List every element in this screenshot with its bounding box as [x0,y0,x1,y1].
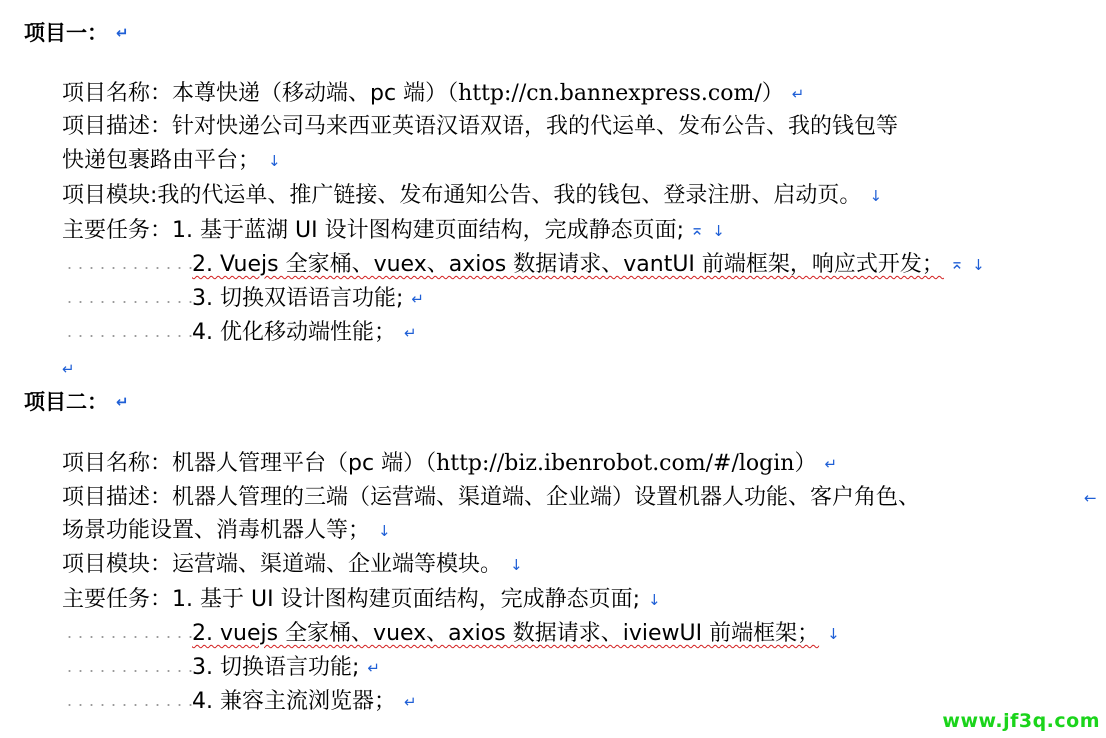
paragraph-mark-icon: ↵ [411,290,424,308]
line-break-mark-icon: ↓ [869,187,883,205]
project-1-name-line [62,81,804,107]
dot-leader [62,655,192,681]
project-1-heading-text: 项目一： [24,21,108,45]
project-name-value: 本尊快递（移动端、pc 端）（ [172,81,459,106]
line-break-mark-icon: ↓ [712,222,725,240]
project-2-module-line [62,552,523,578]
paragraph-mark-icon: ↵ [62,360,75,378]
project-1-desc-cont [62,148,281,174]
project-desc-label: 项目描述： [62,485,173,510]
project-2-task-2 [62,621,840,647]
project-2-task-1 [62,587,661,613]
project-module-value: 运营端、渠道端、企业端等模块。 [172,552,503,577]
line-break-mark-icon: ↓ [827,625,840,643]
project-2-desc-line [62,485,920,511]
project-desc-value: 针对快递公司马来西亚英语汉语双语，我的代运单、发布公告、我的钱包等 [172,114,899,139]
project-1-task-2 [62,252,985,278]
project-2-heading-text: 项目二： [24,390,108,414]
project-name-value: 机器人管理平台（pc 端）（ [172,451,437,476]
task-item: 4. 优化移动端性能； [192,320,396,345]
dot-leader [62,320,192,346]
project-name-close: ） [794,451,817,476]
task-item: 2. Vuejs 全家桶、vuex、axios 数据请求、vantUI 前端框架，响应式开发； [192,252,944,277]
dot-leader [62,689,192,715]
project-2-task-3 [62,655,380,681]
paragraph-mark-icon: ↵ [824,455,838,473]
line-break-mark-icon: ↓ [510,556,523,574]
tilde-mark-icon: ⌅ [690,220,705,240]
project-1-task-4 [62,320,417,346]
project-module-label: 项目模块： [62,552,173,577]
paragraph-mark-icon: ↵ [403,693,417,711]
project-1-heading [24,20,129,46]
task-item: 3. 切换双语语言功能; [192,286,404,311]
task-item: 1. 基于蓝湖 UI 设计图构建页面结构，完成静态页面; [172,218,684,243]
dot-leader [62,621,192,647]
project-name-close: ） [761,81,784,106]
project-1-task-1 [62,218,725,244]
paragraph-mark-icon: ↵ [403,324,417,342]
task-item: 2. vuejs 全家桶、vuex、axios 数据请求、iviewUI 前端框架； [192,621,820,646]
watermark: www.jf3q.com [942,710,1100,732]
project-2-task-4 [62,689,417,715]
project-module-value: 我的代运单、推广链接、发布通知公告、我的钱包、登录注册、启动页。 [157,183,862,208]
line-break-mark-icon: ↓ [972,256,985,274]
task-item: 1. 基于 UI 设计图构建页面结构，完成静态页面; [172,587,640,612]
project-desc-value: 机器人管理的三端（运营端、渠道端、企业端）设置机器人功能、客户角色、 [172,485,921,510]
project-1-module-line [62,183,882,209]
line-break-mark-icon: ← [1084,489,1097,507]
paragraph-mark-icon: ↵ [367,659,380,677]
project-tasks-label: 主要任务： [62,218,173,243]
task-item: 4. 兼容主流浏览器； [192,689,396,714]
project-desc-label: 项目描述： [62,114,173,139]
paragraph-mark-icon: ↵ [116,393,129,411]
project-2-heading [24,389,129,415]
project-2-desc-cont [62,518,391,544]
dot-leader [62,252,192,278]
tilde-mark-icon: ⌅ [949,254,965,274]
paragraph-mark-icon: ↵ [791,85,805,103]
line-break-mark-icon: ↓ [268,152,281,170]
dot-leader [62,286,192,312]
line-break-mark-icon: ↓ [648,591,661,609]
project-url: http://cn.bannexpress.com/ [458,81,762,106]
project-2-name-line [62,451,837,477]
line-break-mark-icon: ↓ [378,522,391,540]
paragraph-mark-icon: ↵ [116,24,129,42]
project-1-task-3 [62,286,424,312]
project-tasks-label: 主要任务： [62,587,173,612]
paragraph-mark-icon [1084,485,1097,511]
project-url: http://biz.ibenrobot.com/#/login [436,451,795,476]
project-module-label: 项目模块: [62,183,158,208]
project-desc-continued: 快递包裹路由平台； [62,148,261,173]
project-desc-continued: 场景功能设置、消毒机器人等； [62,518,371,543]
project-name-label: 项目名称： [62,81,173,106]
project-name-label: 项目名称： [62,451,173,476]
project-1-desc-line [62,114,898,140]
task-item: 3. 切换语言功能; [192,655,360,680]
